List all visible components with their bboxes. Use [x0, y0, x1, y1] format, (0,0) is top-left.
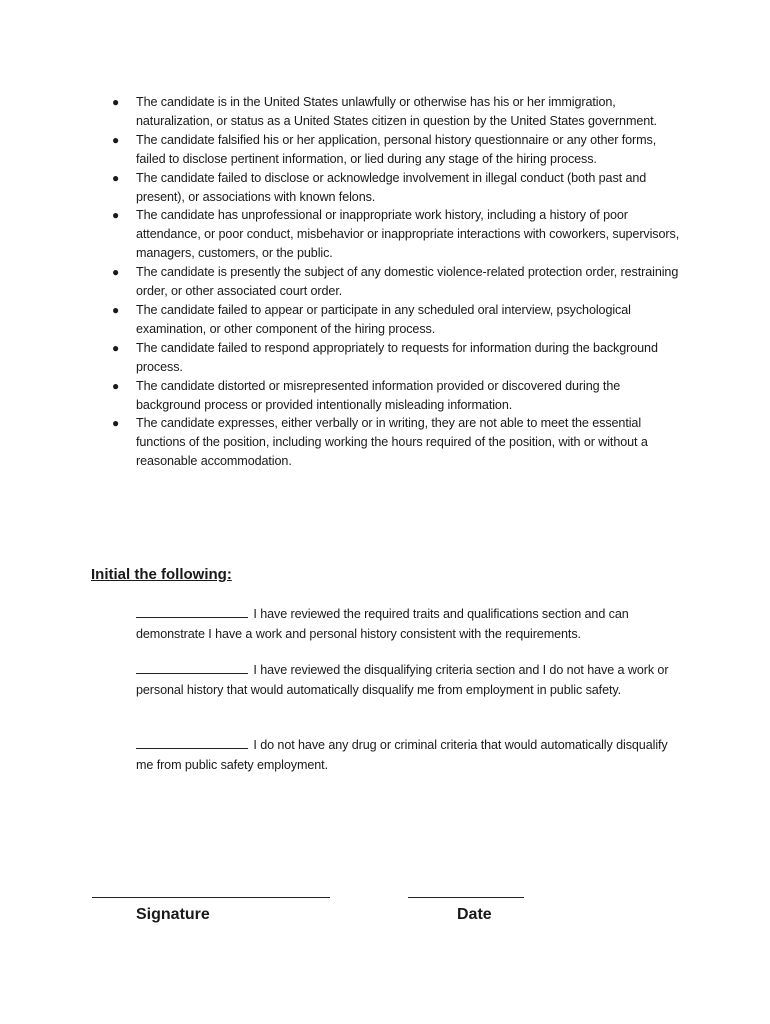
list-item	[0, 206, 681, 263]
bullet-icon: ●	[112, 302, 120, 317]
criterion-text: The candidate is in the United States unlawfully or otherwise has his or her immigration, naturalization, or status as a United States citizen in question by the United States government.	[136, 95, 657, 128]
list-item	[0, 414, 681, 471]
initial-statement-2	[136, 661, 684, 700]
criterion-text: The candidate expresses, either verbally or in writing, they are not able to meet the essential functions of the position, including working the hours required of the position, with or without a reasonable accommodation.	[136, 416, 648, 469]
list-item	[0, 131, 681, 169]
date-line[interactable]	[408, 897, 524, 898]
criterion-text: The candidate failed to respond appropriately to requests for information during the background process.	[136, 340, 658, 374]
list-item	[0, 339, 681, 377]
criterion-text: The candidate failed to appear or participate in any scheduled oral interview, psychological examination, or other component of the hiring process.	[136, 302, 631, 336]
list-item	[0, 263, 681, 301]
bullet-icon: ●	[112, 208, 120, 223]
bullet-icon: ●	[112, 132, 120, 147]
criterion-text: The candidate failed to disclose or acknowledge involvement in illegal conduct (both past and present), or associations with known felons.	[136, 170, 647, 204]
initial-heading: Initial the following:	[91, 566, 232, 583]
bullet-icon: ●	[112, 416, 120, 431]
bullet-icon: ●	[112, 170, 120, 185]
initial-blank-3[interactable]	[136, 736, 248, 749]
initial-statement-text: I do not have any drug or criminal criteria that would automatically disqualify me from public safety employment.	[136, 738, 668, 772]
initial-statement-text: I have reviewed the disqualifying criteria section and I do not have a work or personal history that would automatically disqualify me from employment in public safety.	[136, 663, 669, 697]
initial-statement-1	[136, 605, 684, 644]
date-label: Date	[457, 906, 492, 923]
signature-label: Signature	[136, 906, 210, 923]
bullet-icon: ●	[112, 340, 120, 355]
bullet-icon: ●	[112, 95, 120, 109]
bullet-icon: ●	[112, 378, 120, 393]
initial-blank-1[interactable]	[136, 605, 248, 618]
list-item	[0, 169, 681, 207]
initial-statement-3	[136, 736, 684, 775]
list-item	[0, 93, 681, 131]
list-item	[0, 301, 681, 339]
initial-blank-2[interactable]	[136, 661, 248, 674]
list-item	[0, 377, 681, 415]
criterion-text: The candidate falsified his or her application, personal history questionnaire or any other forms, failed to disclose pertinent information, or lied during any stage of the hiring process.	[136, 132, 657, 166]
disqualifying-criteria-list	[0, 93, 770, 471]
initial-statement-text: I have reviewed the required traits and qualifications section and can demonstrate I have a work and personal history consistent with the requirements.	[136, 607, 629, 641]
bullet-icon: ●	[112, 265, 120, 280]
criterion-text: The candidate is presently the subject of any domestic violence-related protection order, restraining order, or other associated court order.	[136, 265, 679, 299]
criterion-text: The candidate distorted or misrepresented information provided or discovered during the background process or provided intentionally misleading information.	[136, 378, 621, 412]
criterion-text: The candidate has unprofessional or inappropriate work history, including a history of poor attendance, or poor conduct, misbehavior or inappropriate interactions with coworkers, supervisors, managers, customers, or the public.	[136, 208, 680, 261]
signature-line[interactable]	[92, 897, 330, 898]
